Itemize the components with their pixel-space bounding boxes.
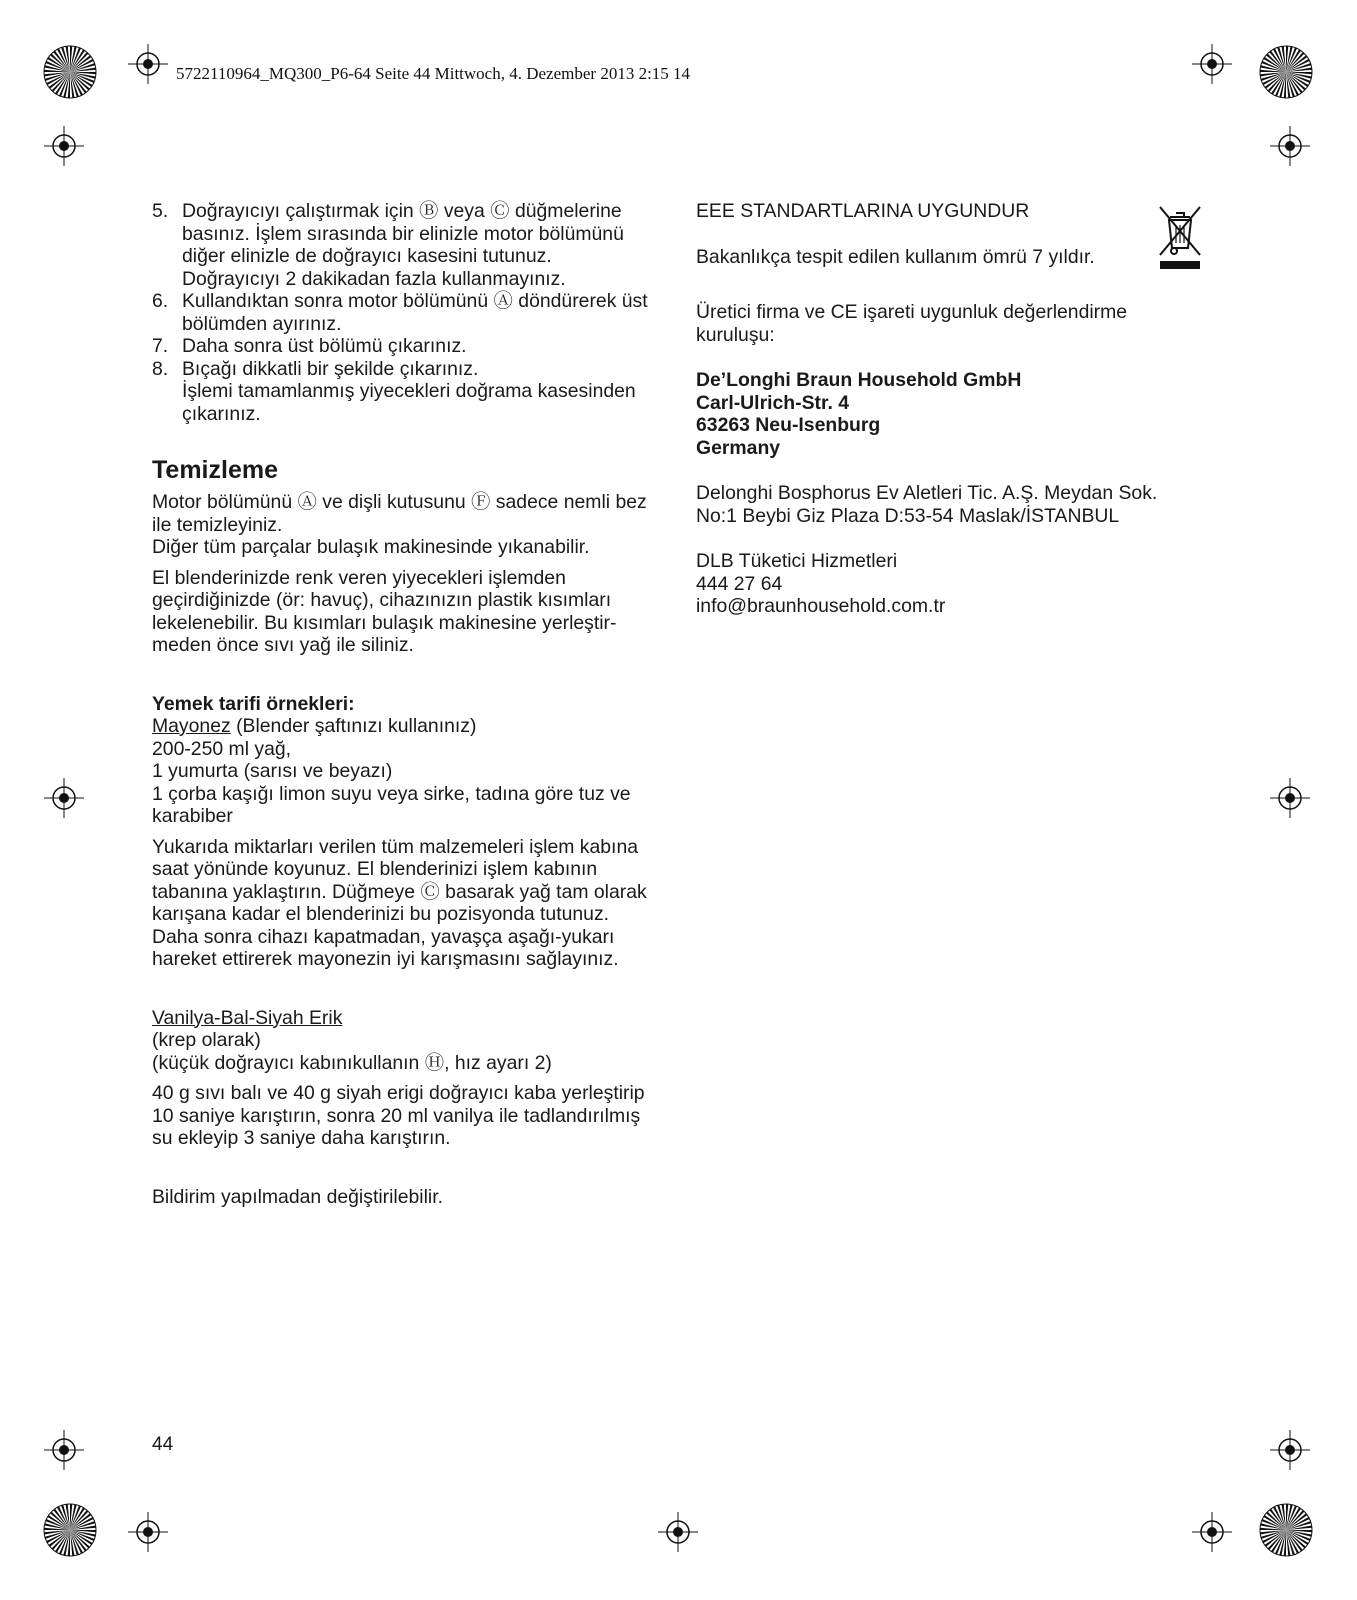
text-line: tabanına yaklaştırın. Düğmeye Ⓒ basarak yağ tam olarak [152, 880, 647, 903]
mayonnaise-note: (Blender şaftınızı kullanınız) [230, 715, 477, 737]
text-line: 40 g sıvı balı ve 40 g siyah erigi doğrayıcı kaba yerleştirip [152, 1082, 645, 1104]
step-number: 8. [152, 357, 169, 380]
text-line: 200-250 ml yağ, [152, 737, 292, 760]
text-line: çıkarınız. [182, 402, 261, 425]
text-line: Doğrayıcıyı çalıştırmak için Ⓑ veya Ⓒ düğmelerine [182, 200, 622, 222]
manufacturer-intro [696, 301, 1216, 346]
text-line: karabiber [152, 805, 233, 827]
step-text [182, 358, 662, 426]
text-line: geçirdiğinizde (ör: havuç), cihazınızın plastik kısımları [152, 589, 612, 611]
text-line: hareket ettirerek mayonezin iyi karışmasını sağlayınız. [152, 948, 619, 970]
star-target-icon [1258, 1502, 1314, 1563]
text-line: No:1 Beybi Giz Plaza D:53-54 Maslak/İSTANBUL [696, 504, 1120, 527]
cleaning-paragraph-1 [152, 491, 662, 559]
crossed-out-wheelie-bin-icon [1156, 203, 1204, 270]
step-number: 5. [152, 200, 169, 222]
star-target-icon [42, 1502, 98, 1563]
text-line: 10 saniye karıştırın, sonra 20 ml vanilya ile tadlandırılmış [152, 1104, 641, 1127]
step-6 [152, 290, 662, 335]
star-target-ray [44, 1528, 70, 1530]
registration-mark-icon [1192, 44, 1232, 84]
right-column [696, 200, 1216, 618]
text-line: ile temizleyiniz. [152, 513, 283, 536]
product-lifetime: Bakanlıkça tespit edilen kullanım ömrü 7 yıldır. [696, 245, 1095, 268]
mayonnaise-title: Mayonez [152, 715, 231, 737]
spacer [696, 268, 1216, 301]
text-line: DLB Tüketici Hizmetleri [696, 550, 898, 572]
page-number: 44 [152, 1434, 174, 1455]
star-target-ray [1286, 46, 1288, 72]
text-line: 444 27 64 [696, 572, 783, 595]
text-line: karışana kadar el blenderinizi bu pozisyonda tutunuz. [152, 903, 610, 925]
vanilla-notes [152, 1029, 662, 1074]
company-address [696, 369, 1216, 459]
text-line: Germany [696, 436, 781, 459]
text-line: diğer elinizle de doğrayıcı kasesini tutunuz. [182, 245, 552, 267]
text-line: Diğer tüm parçalar bulaşık makinesinde yıkanabilir. [152, 536, 590, 558]
text-line: lekelenebilir. Bu kısımları bulaşık makinesine yerleştir- [152, 611, 617, 634]
star-target-ray [1286, 72, 1312, 74]
text-line: Motor bölümünü Ⓐ ve dişli kutusunu Ⓕ sadece nemli bez [152, 491, 647, 513]
text-line: (krep olarak) [152, 1029, 261, 1051]
step-8 [152, 358, 662, 426]
text-line: Bıçağı dikkatli bir şekilde çıkarınız. [182, 357, 479, 380]
step-number: 7. [152, 335, 169, 357]
step-5 [152, 200, 662, 290]
star-target-ray [70, 72, 96, 74]
instruction-steps [152, 200, 662, 425]
step-text [182, 200, 662, 290]
registration-mark-icon [128, 44, 168, 84]
spacer [696, 223, 1216, 246]
star-target-ray [68, 1530, 70, 1556]
spacer [696, 459, 1216, 482]
registration-mark-icon [1270, 126, 1310, 166]
registration-mark-icon [1270, 778, 1310, 818]
text-line: İşlemi tamamlanmış yiyecekleri doğrama kasesinden [182, 380, 636, 402]
star-target-ray [1284, 1530, 1286, 1556]
star-target-ray [70, 1504, 72, 1530]
star-target-ray [68, 72, 70, 98]
step-text [182, 335, 662, 358]
mayonnaise-ingredients [152, 738, 662, 828]
step-7 [152, 335, 662, 358]
text-line: 1 yumurta (sarısı ve beyazı) [152, 760, 393, 782]
cleaning-heading: Temizleme [152, 456, 278, 484]
registration-mark-icon [44, 126, 84, 166]
step-text [182, 290, 662, 335]
text-line: Carl-Ulrich-Str. 4 [696, 391, 850, 414]
text-line: Yukarıda miktarları verilen tüm malzemeleri işlem kabına [152, 835, 639, 858]
recipes-heading: Yemek tarifi örnekleri: [152, 692, 355, 715]
vanilla-method [152, 1082, 662, 1150]
customer-service [696, 550, 1216, 618]
text-line: basınız. İşlem sırasında bir elinizle motor bölümünü [182, 222, 624, 245]
registration-mark-icon [128, 1512, 168, 1552]
text-line: kuruluşu: [696, 323, 775, 346]
mayonnaise-title-line [152, 715, 662, 738]
mayonnaise-method [152, 836, 662, 971]
registration-mark-icon [658, 1512, 698, 1552]
text-line: 63263 Neu-Isenburg [696, 414, 881, 436]
registration-mark-icon [1192, 1512, 1232, 1552]
text-line: meden önce sıvı yağ ile siliniz. [152, 634, 414, 656]
spacer [696, 527, 1216, 550]
star-target-ray [1286, 1530, 1312, 1532]
star-target-ray [70, 1530, 96, 1532]
text-line: Üretici firma ve CE işareti uygunluk değerlendirme [696, 301, 1128, 323]
text-line: (küçük doğrayıcı kabınıkullanın Ⓗ, hız ayarı 2) [152, 1051, 552, 1074]
text-line: info@braunhousehold.com.tr [696, 595, 946, 617]
text-line: Delonghi Bosphorus Ev Aletleri Tic. A.Ş. Meydan Sok. [696, 482, 1158, 504]
text-line: Kullandıktan sonra motor bölümünü Ⓐ döndürerek üst [182, 290, 648, 312]
left-column [152, 200, 662, 1208]
print-slug: 5722110964_MQ300_P6-64 Seite 44 Mittwoch, 4. Dezember 2013 2:15 14 [176, 64, 691, 83]
text-line: Daha sonra üst bölümü çıkarınız. [182, 335, 467, 357]
star-target-ray [1286, 1504, 1288, 1530]
text-line: El blenderinizde renk veren yiyecekleri işlemden [152, 566, 566, 589]
text-line: bölümden ayırınız. [182, 312, 342, 335]
change-notice: Bildirim yapılmadan değiştirilebilir. [152, 1185, 443, 1208]
eee-compliance: EEE STANDARTLARINA UYGUNDUR [696, 200, 1030, 222]
star-target-ray [44, 70, 70, 72]
vanilla-title-line [152, 1007, 662, 1030]
text-line: De’Longhi Braun Household GmbH [696, 369, 1022, 391]
text-line: 1 çorba kaşığı limon suyu veya sirke, tadına göre tuz ve [152, 782, 631, 805]
star-target-ray [1260, 70, 1286, 72]
star-target-ray [70, 46, 72, 72]
star-target-ray [1284, 72, 1286, 98]
text-line: Daha sonra cihazı kapatmadan, yavaşça aşağı-yukarı [152, 925, 615, 948]
star-target-icon [42, 44, 98, 105]
spacer [696, 346, 1216, 369]
star-target-icon [1258, 44, 1314, 105]
text-line: Doğrayıcıyı 2 dakikadan fazla kullanmayınız. [182, 267, 566, 290]
cleaning-paragraph-2 [152, 567, 662, 657]
importer-address [696, 482, 1216, 527]
registration-mark-icon [44, 1430, 84, 1470]
registration-mark-icon [44, 778, 84, 818]
text-line: saat yönünde koyunuz. El blenderinizi işlem kabının [152, 858, 598, 880]
vanilla-title: Vanilya-Bal-Siyah Erik [152, 1006, 343, 1029]
text-line: su ekleyip 3 saniye daha karıştırın. [152, 1127, 451, 1149]
registration-mark-icon [1270, 1430, 1310, 1470]
step-number: 6. [152, 290, 169, 312]
star-target-ray [1260, 1528, 1286, 1530]
